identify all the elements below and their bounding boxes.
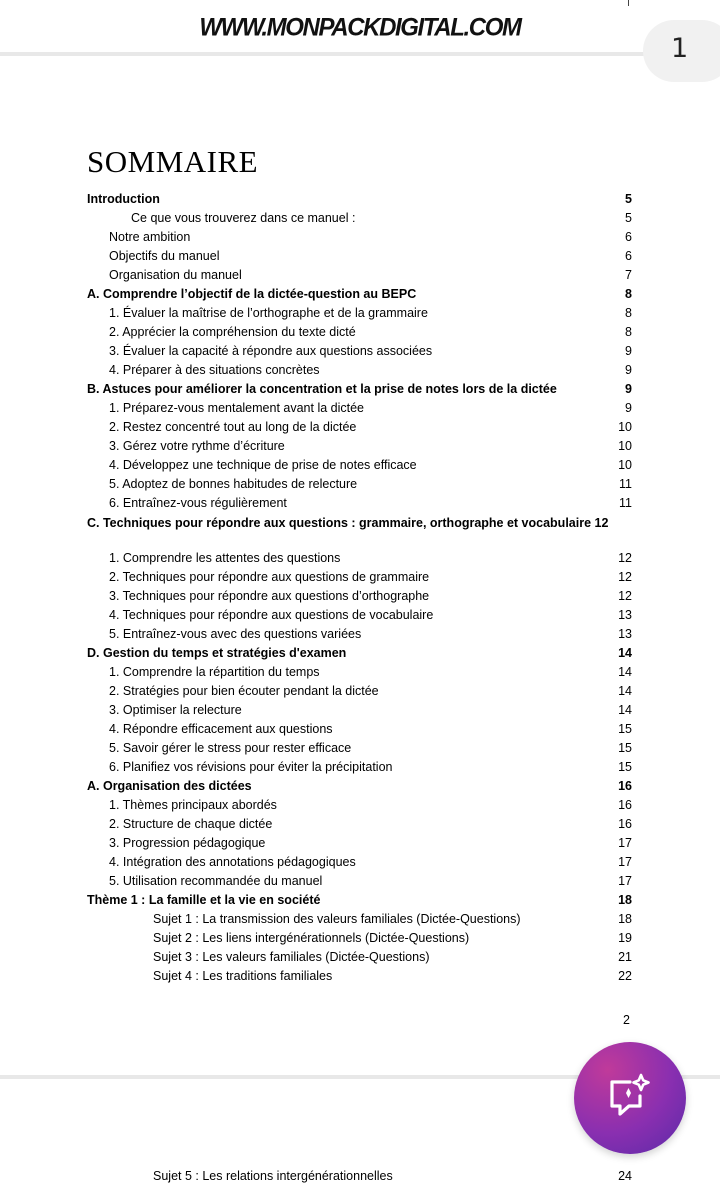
toc-row [87,399,632,418]
toc-row [87,682,632,701]
toc-row-label: 2. Structure de chaque dictée [109,817,273,831]
toc-row-label: A. Organisation des dictées [87,779,252,793]
toc-row-label: 4. Techniques pour répondre aux questions de vocabulaire [109,608,434,622]
toc-row-page: 8 [625,306,632,320]
toc-row-page: 6 [625,230,632,244]
toc-row [87,587,632,606]
toc-row [87,701,632,720]
toc-row [87,929,632,948]
toc-row-label: Sujet 1 : La transmission des valeurs familiales (Dictée-Questions) [153,912,521,926]
toc-row-page: 8 [625,325,632,339]
toc-row-label: Introduction [87,192,160,206]
toc-row-label: Objectifs du manuel [109,249,220,263]
toc-row-label: Organisation du manuel [109,268,242,282]
toc-row-label: Sujet 3 : Les valeurs familiales (Dictée-Questions) [153,950,430,964]
toc-row-label: Sujet 2 : Les liens intergénérationnels (Dictée-Questions) [153,931,470,945]
toc-row-page: 17 [618,836,632,850]
toc-row-label: 4. Préparer à des situations concrètes [109,363,320,377]
toc-row [87,247,632,266]
toc-row-label: 5. Utilisation recommandée du manuel [109,874,323,888]
toc-row-page: 15 [618,722,632,736]
toc-row-page: 15 [618,741,632,755]
toc-row [87,606,632,625]
toc-row-page: 10 [618,420,632,434]
toc-row [87,209,632,228]
toc-row-page: 17 [618,874,632,888]
toc-row-page: 7 [625,268,632,282]
toc-section-row [87,285,632,304]
toc-row-label: 3. Gérez votre rythme d’écriture [109,439,285,453]
toc-row-label: 3. Progression pédagogique [109,836,266,850]
toc-section-row [87,513,632,549]
toc-section-row [87,380,632,399]
toc-row-page: 24 [618,1169,632,1183]
toc-row-label: 2. Apprécier la compréhension du texte dicté [109,325,356,339]
toc-row-page: 14 [618,665,632,679]
toc-row-label: 3. Évaluer la capacité à répondre aux questions associées [109,344,433,358]
toc-row-page: 16 [618,817,632,831]
toc-row [87,361,632,380]
page-divider-top [0,52,720,56]
toc-row-page: 19 [618,931,632,945]
toc-row-page: 22 [618,969,632,983]
toc-row-page: 9 [625,363,632,377]
toc-row-page: 13 [618,608,632,622]
toc-row-page: 17 [618,855,632,869]
toc-row-label: Thème 1 : La famille et la vie en société [87,893,321,907]
toc-row-label: A. Comprendre l’objectif de la dictée-question au BEPC [87,287,417,301]
toc-row [87,549,632,568]
toc-row-page: 11 [619,477,632,491]
toc-section-row [87,777,632,796]
toc-row-label: 1. Thèmes principaux abordés [109,798,277,812]
toc-row-page: 16 [618,798,632,812]
toc-row [87,266,632,285]
toc-row [87,834,632,853]
toc-row-label: 1. Comprendre la répartition du temps [109,665,320,679]
toc-row-page: 16 [618,779,632,793]
toc-row-page: 12 [618,551,632,565]
toc-row-label: 6. Entraînez-vous régulièrement [109,496,287,510]
toc-row-page: 5 [625,211,632,225]
toc-row-page: 12 [618,589,632,603]
toc-row-label: Sujet 5 : Les relations intergénérationnelles [153,1169,393,1183]
page-indicator-badge[interactable] [643,20,720,82]
toc-row [87,568,632,587]
page-title: SOMMAIRE [87,144,259,179]
toc-row-label: Notre ambition [109,230,191,244]
table-of-contents [87,190,632,986]
toc-row [87,948,632,967]
toc-row [87,625,632,644]
site-banner: WWW.MONPACKDIGITAL.COM [199,13,521,42]
toc-row-page: 18 [618,912,632,926]
toc-row-page: 9 [625,401,632,415]
footer-page-number: 2 [623,1013,630,1027]
toc-row-label: D. Gestion du temps et stratégies d'examen [87,646,347,660]
toc-row [87,494,632,513]
toc-row-page: 5 [625,192,632,206]
toc-row [87,456,632,475]
toc-row-label: B. Astuces pour améliorer la concentration et la prise de notes lors de la dictée [87,382,557,396]
toc-row-label: 5. Entraînez-vous avec des questions variées [109,627,362,641]
toc-row-label: C. Techniques pour répondre aux questions : grammaire, orthographe et vocabulaire 12 [87,516,609,530]
toc-row-label: 4. Développez une technique de prise de notes efficace [109,458,417,472]
toc-row-label: 2. Stratégies pour bien écouter pendant la dictée [109,684,379,698]
toc-row-label: 5. Adoptez de bonnes habitudes de relecture [109,477,358,491]
toc-row-page: 10 [618,439,632,453]
toc-row-page: 13 [618,627,632,641]
toc-row-page: 18 [618,893,632,907]
toc-row [87,910,632,929]
toc-row-page: 8 [625,287,632,301]
ai-assistant-button[interactable] [574,1042,686,1154]
toc-row-label: Ce que vous trouverez dans ce manuel : [131,211,356,225]
toc-row-page: 11 [619,496,632,510]
toc-row-label: 4. Répondre efficacement aux questions [109,722,333,736]
toc-row [87,418,632,437]
toc-row-label: 2. Techniques pour répondre aux questions de grammaire [109,570,430,584]
toc-section-row [87,190,632,209]
toc-row [87,872,632,891]
toc-row [87,663,632,682]
toc-row [87,853,632,872]
toc-row [87,228,632,247]
toc-row-label: 1. Évaluer la maîtrise de l’orthographe et de la grammaire [109,306,428,320]
toc-row-label: 5. Savoir gérer le stress pour rester efficace [109,741,352,755]
page-edge-tick [628,0,629,6]
toc-row [87,796,632,815]
toc-row [87,323,632,342]
toc-row-label: 3. Optimiser la relecture [109,703,242,717]
toc-row-label: 6. Planifiez vos révisions pour éviter la précipitation [109,760,393,774]
ai-sparkle-chat-icon [606,1072,654,1120]
toc-row-label: 2. Restez concentré tout au long de la dictée [109,420,357,434]
toc-row-label: 1. Préparez-vous mentalement avant la dictée [109,401,364,415]
toc-row-label: 4. Intégration des annotations pédagogiques [109,855,356,869]
toc-row [87,815,632,834]
toc-row [87,967,632,986]
toc-row-page: 9 [625,382,632,396]
toc-row-label: 3. Techniques pour répondre aux questions d’orthographe [109,589,430,603]
toc-section-row [87,644,632,663]
toc-row-label: Sujet 4 : Les traditions familiales [153,969,333,983]
toc-row [87,304,632,323]
toc-row-label: 1. Comprendre les attentes des questions [109,551,341,565]
toc-row [87,475,632,494]
toc-row [87,342,632,361]
toc-row-page: 6 [625,249,632,263]
toc-row-page: 14 [618,684,632,698]
toc-row-page: 14 [618,703,632,717]
toc-section-row [87,891,632,910]
toc-row-page: 10 [618,458,632,472]
toc-row-page: 9 [625,344,632,358]
toc-row-page: 21 [618,950,632,964]
toc-row [87,739,632,758]
toc-row-page: 14 [618,646,632,660]
toc-row-page: 12 [618,570,632,584]
toc-row-page: 15 [618,760,632,774]
toc-row [87,437,632,456]
toc-row [87,720,632,739]
page-indicator-number: 1 [671,33,689,64]
toc-row [153,1167,632,1186]
toc-row [87,758,632,777]
